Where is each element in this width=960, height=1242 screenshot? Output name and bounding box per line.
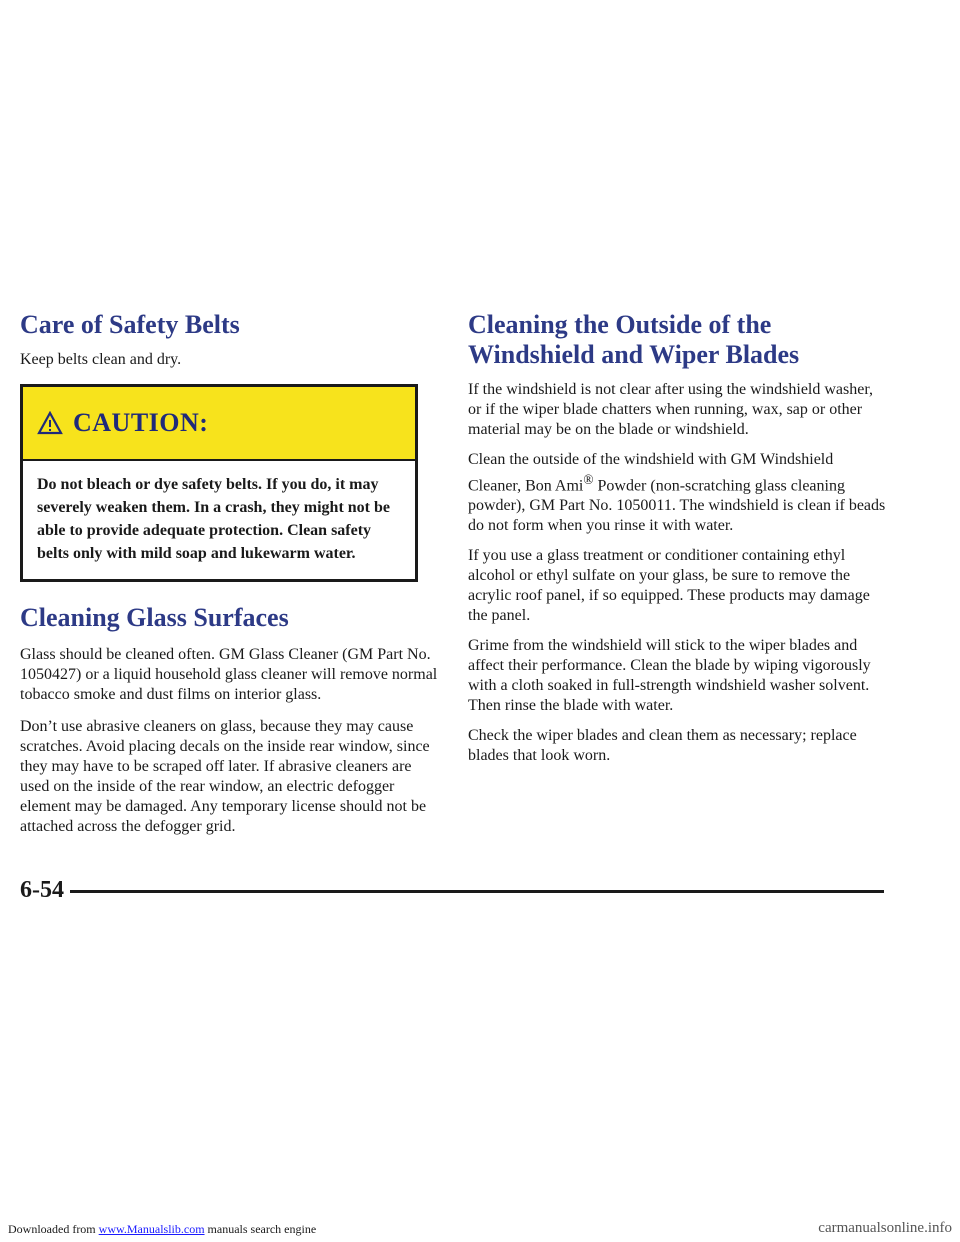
heading-cleaning-outside-windshield [468, 310, 888, 370]
download-suffix: manuals search engine [204, 1222, 317, 1236]
glass-para-2: Don’t use abrasive cleaners on glass, because they may cause scratches. Avoid placing decals on the inside rear window, since they may have to be scraped off later. If abrasive cleaners are used on the inside of the rear window, an electric defogger element may be damaged. Any temporary license should not be attached across the defogger grid. [20, 718, 430, 835]
windshield-para-2a: Clean the outside of the windshield with GM Windshield Cleaner, Bon Ami [468, 451, 834, 495]
right-column [468, 310, 888, 766]
heading-cleaning-glass-surfaces: Cleaning Glass Surfaces [20, 603, 289, 632]
windshield-para-2b: Powder (non-scratching glass cleaning powder), GM Part No. 1050011. The windshield is clean if beads do not form when you rinse it with water. [468, 477, 886, 535]
heading-care-of-safety-belts: Care of Safety Belts [20, 310, 240, 339]
page-number: 6-54 [20, 877, 70, 904]
registered-mark: ® [583, 472, 594, 487]
heading-line-2: Windshield and Wiper Blades [468, 340, 800, 369]
caution-text: Do not bleach or dye safety belts. If you do, it may severely weaken them. In a crash, they might not be able to provide adequate protection. Clean safety belts only with mild soap and lukewarm water. [37, 476, 391, 562]
download-prefix: Downloaded from [8, 1222, 99, 1236]
caution-title: CAUTION: [73, 408, 209, 437]
windshield-para-5: Check the wiper blades and clean them as necessary; replace blades that look worn. [468, 727, 857, 765]
caution-header [23, 387, 415, 461]
left-column [20, 310, 440, 370]
windshield-para-4: Grime from the windshield will stick to the wiper blades and affect their performance. Clean the blade by wiping vigorously with a cloth soaked in full-strength windshield washer solvent. Then rinse the blade with water. [468, 637, 871, 715]
footer-rule [64, 890, 884, 893]
download-footer [8, 1222, 316, 1237]
glass-section [20, 603, 440, 837]
heading-line-1: Cleaning the Outside of the [468, 310, 772, 339]
manualslib-link[interactable]: www.Manualslib.com [98, 1222, 205, 1236]
caution-box [20, 384, 418, 582]
watermark-text: carmanualsonline.info [818, 1220, 952, 1236]
windshield-para-1: If the windshield is not clear after using the windshield washer, or if the wiper blade chatters when running, wax, sap or other material may be on the blade or windshield. [468, 381, 874, 438]
windshield-para-3: If you use a glass treatment or conditioner containing ethyl alcohol or ethyl sulfate on your glass, be sure to remove the acrylic roof panel, if so equipped. These products may damage the panel. [468, 547, 870, 625]
warning-triangle-icon [37, 411, 63, 435]
intro-text: Keep belts clean and dry. [20, 351, 182, 368]
windshield-para-2 [468, 450, 888, 536]
glass-para-1: Glass should be cleaned often. GM Glass Cleaner (GM Part No. 1050427) or a liquid household glass cleaner will remove normal tobacco smoke and dust films on interior glass. [20, 646, 438, 703]
